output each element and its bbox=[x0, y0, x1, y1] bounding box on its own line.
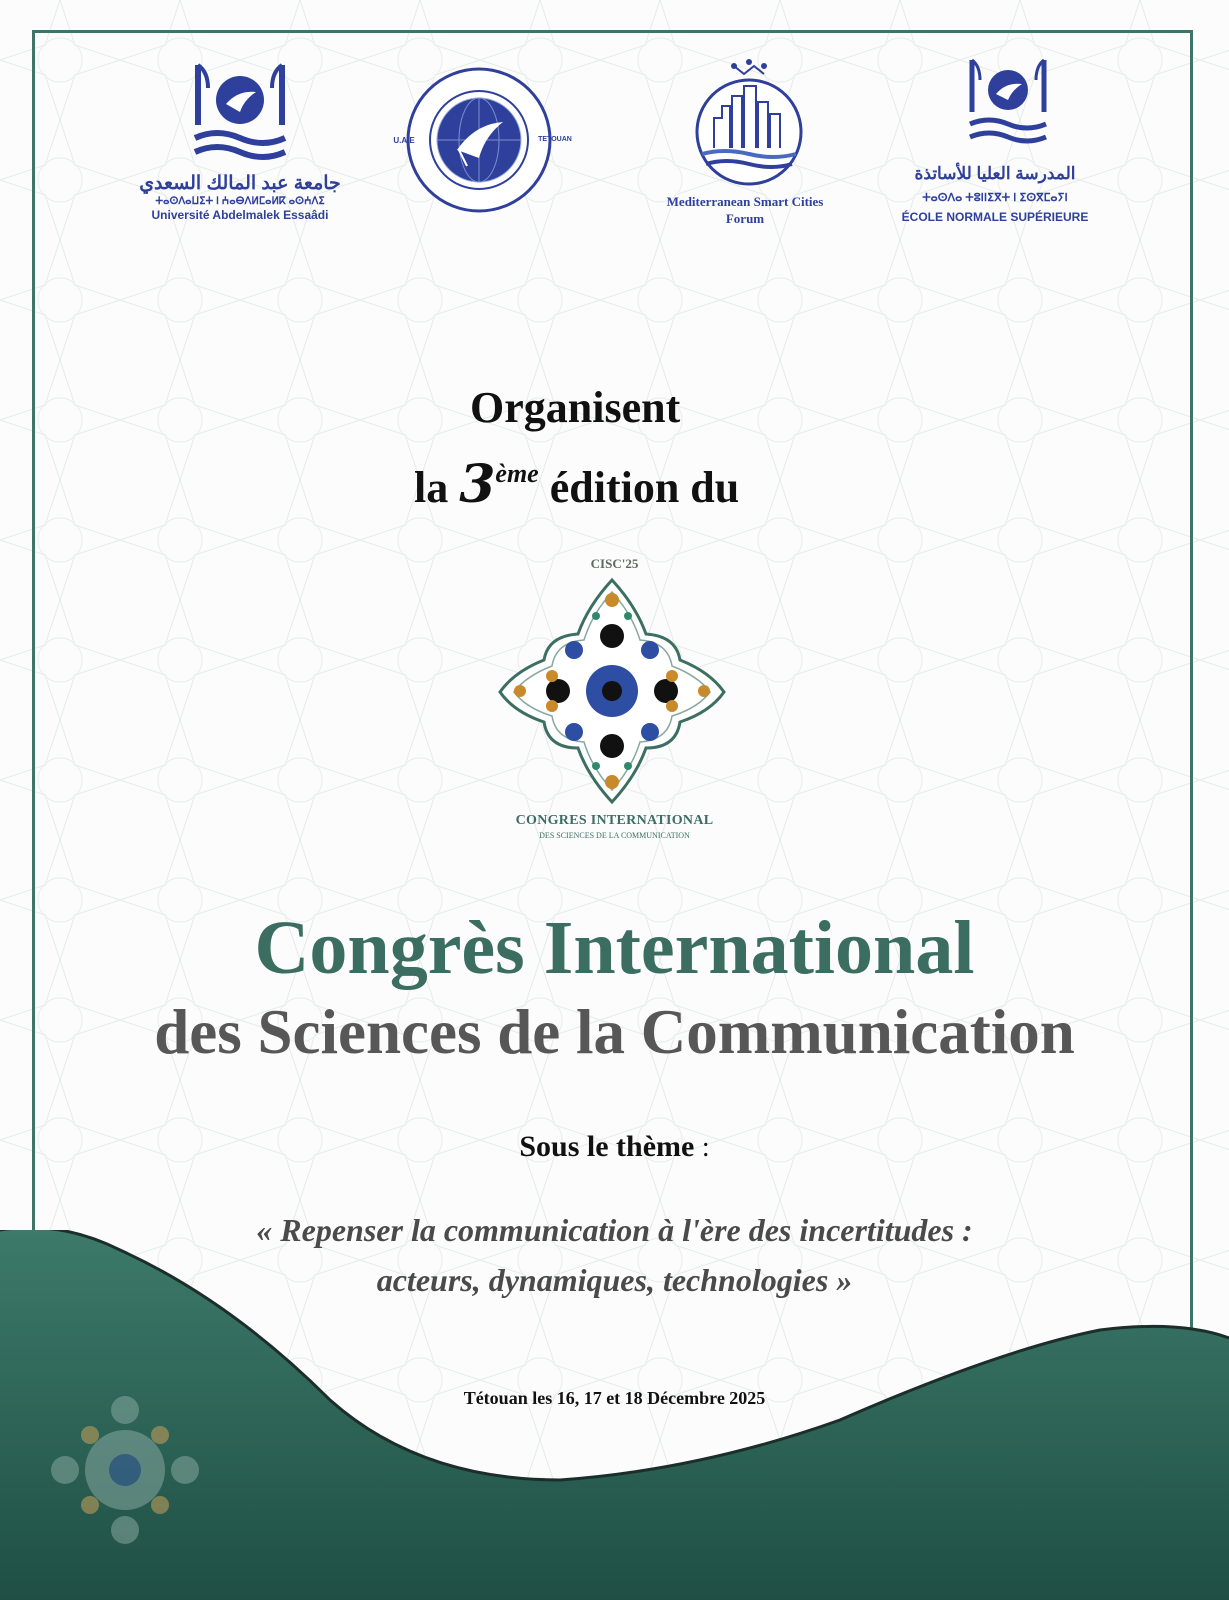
lab-right-label: TETOUAN bbox=[538, 136, 572, 143]
event-date: Tétouan les 16, 17 et 18 Décembre 2025 bbox=[463, 1388, 766, 1408]
uae-tifinagh-name: ⵜⴰⵙⴷⴰⵡⵉⵜ ⵏ ⵄⴰⴱⴷⵍⵎⴰⵍⴽ ⴰⵙⵄⴷⵉ bbox=[155, 196, 325, 207]
congress-title: Congrès International bbox=[254, 906, 975, 990]
theme-line-2: acteurs, dynamiques, technologies » bbox=[376, 1262, 853, 1298]
ens-emblem-icon bbox=[966, 56, 1050, 151]
lab-logo bbox=[405, 66, 553, 214]
uae-arabic-name: جامعة عبد المالك السعدي bbox=[139, 173, 341, 194]
edition-heading bbox=[414, 454, 739, 515]
cisc-caption-main: CONGRES INTERNATIONAL bbox=[515, 813, 714, 828]
msc-logo bbox=[684, 56, 814, 186]
congress-subtitle: des Sciences de la Communication bbox=[154, 997, 1075, 1067]
theme-label-text: Sous le thème bbox=[519, 1130, 695, 1163]
theme-line-1: « Repenser la communication à l'ère des incertitudes : bbox=[256, 1212, 973, 1248]
edition-number: 3 bbox=[459, 454, 496, 515]
theme-label-colon: : bbox=[701, 1132, 710, 1163]
lab-seal-icon bbox=[405, 66, 553, 214]
msc-name-line1: Mediterranean Smart Cities bbox=[666, 194, 824, 209]
uae-logo bbox=[190, 60, 290, 170]
organisent-heading: Organisent bbox=[470, 383, 681, 432]
cisc-caption-sub: DES SCIENCES DE LA COMMUNICATION bbox=[539, 831, 690, 840]
edition-text: édition du bbox=[549, 463, 740, 512]
ens-tifinagh-name: ⵜⴰⵙⴷⴰ ⵜⵓⵏⵏⵉⴳⵜ ⵏ ⵉⵙⴳⵎⴰⵢⵏ bbox=[922, 192, 1068, 204]
theme-label bbox=[0, 1130, 1229, 1164]
edition-la: la bbox=[414, 463, 449, 512]
theme-text bbox=[0, 1205, 1229, 1305]
lab-left-label: U.A.E bbox=[393, 136, 415, 145]
edition-suffix: ème bbox=[495, 459, 539, 489]
uae-emblem-icon bbox=[190, 60, 290, 170]
ens-logo bbox=[966, 56, 1050, 151]
cisc-label: CISC'25 bbox=[590, 556, 639, 571]
ens-arabic-name: المدرسة العليا للأساتذة bbox=[914, 164, 1076, 183]
cisc-emblem-icon bbox=[496, 576, 728, 806]
msc-name-line2: Forum bbox=[725, 211, 765, 226]
uae-french-name: Université Abdelmalek Essaâdi bbox=[151, 208, 329, 222]
ens-french-name: ÉCOLE NORMALE SUPÉRIEURE bbox=[901, 210, 1089, 224]
msc-city-icon bbox=[684, 56, 814, 186]
